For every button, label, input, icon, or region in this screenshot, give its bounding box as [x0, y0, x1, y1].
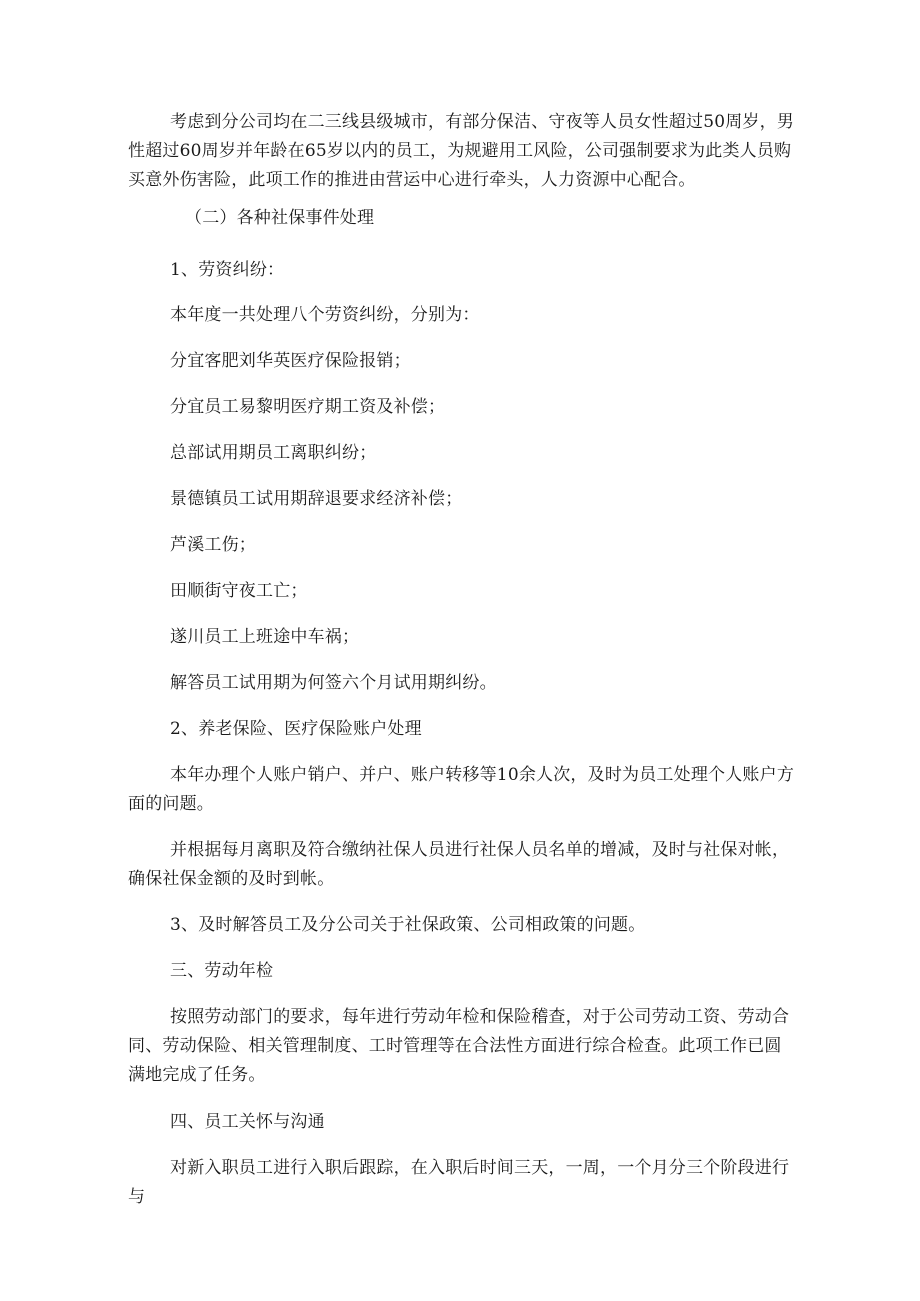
- paragraph-account-handling: 本年办理个人账户销户、并户、账户转移等10余人次，及时为员工处理个人账户方面的问题。: [128, 765, 795, 814]
- list-item-dispute-7: 遂川员工上班途中车祸；: [170, 627, 360, 647]
- list-item-dispute-2: 分宜员工易黎明医疗期工资及补偿；: [170, 397, 446, 417]
- list-item-dispute-4: 景德镇员工试用期辞退要求经济补偿；: [170, 489, 463, 509]
- list-item-dispute-6: 田顺街守夜工亡；: [170, 581, 308, 601]
- paragraph-insurance-policy: 考虑到分公司均在二三线县级城市，有部分保洁、守夜等人员女性超过50周岁，男性超过60周岁并年龄在65岁以内的员工，为规避用工风险，公司强制要求为此类人员购买意外伤害险，此项工作的推进由营运中心进行牵头，人力资源中心配合。: [128, 112, 795, 190]
- subheading-policy-answers: 3、及时解答员工及分公司关于社保政策、公司相政策的问题。: [170, 915, 646, 935]
- subheading-pension-medical: 2、养老保险、医疗保险账户处理: [170, 719, 422, 739]
- subheading-labor-disputes: 1、劳资纠纷：: [170, 260, 285, 280]
- section-heading-employee-care: 四、员工关怀与沟通: [170, 1112, 325, 1132]
- paragraph-monthly-roster: 并根据每月离职及符合缴纳社保人员进行社保人员名单的增减，及时与社保对帐，确保社保金额的及时到帐。: [128, 840, 790, 889]
- list-item-dispute-5: 芦溪工伤；: [170, 535, 256, 555]
- paragraph-labor-inspection: 按照劳动部门的要求，每年进行劳动年检和保险稽查，对于公司劳动工资、劳动合同、劳动保险、相关管理制度、工时管理等在合法性方面进行综合检查。此项工作已圆满地完成了任务。: [128, 1007, 790, 1085]
- section-heading-social-security: （二）各种社保事件处理: [185, 208, 375, 228]
- list-item-dispute-3: 总部试用期员工离职纠纷；: [170, 443, 377, 463]
- section-heading-labor-inspection: 三、劳动年检: [170, 961, 274, 981]
- list-item-dispute-1: 分宜客肥刘华英医疗保险报销；: [170, 351, 411, 371]
- paragraph-disputes-intro: 本年度一共处理八个劳资纠纷，分别为：: [170, 305, 480, 325]
- list-item-dispute-8: 解答员工试用期为何签六个月试用期纠纷。: [170, 673, 497, 693]
- paragraph-employee-followup: 对新入职员工进行入职后跟踪，在入职后时间三天，一周，一个月分三个阶段进行与: [128, 1158, 790, 1207]
